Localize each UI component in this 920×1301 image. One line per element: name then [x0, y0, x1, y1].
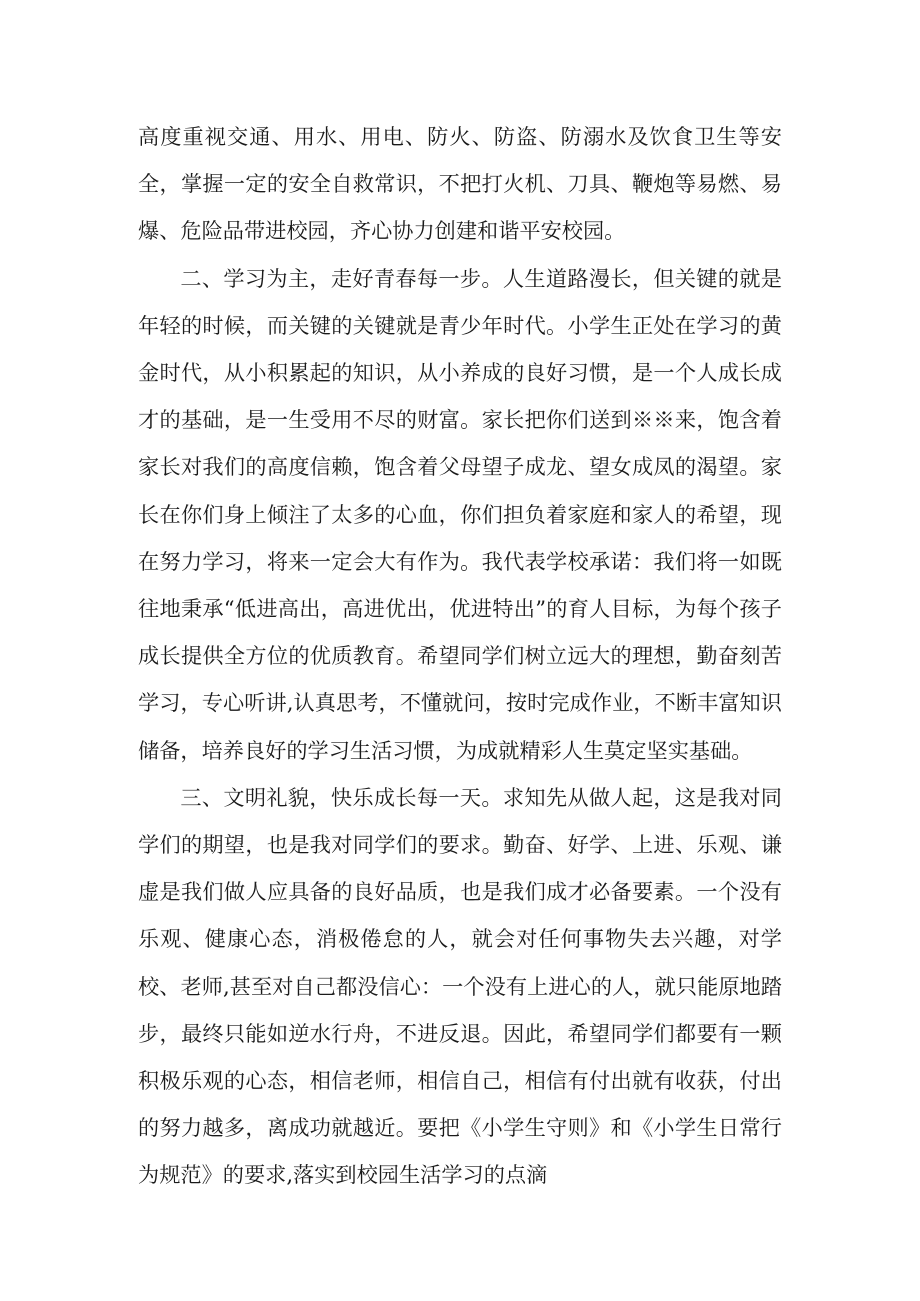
document-body	[138, 113, 782, 1199]
paragraph-civility: 三、文明礼貌，快乐成长每一天。求知先从做人起，这是我对同学们的期望，也是我对同学们的要求。勤奋、好学、上进、乐观、谦虚是我们做人应具备的良好品质，也是我们成才必备要素。一个没有乐观、健康心态，消极倦怠的人，就会对任何事物失去兴趣，对学校、老师,甚至对自己都没信心：一个没有上进心的人，就只能原地踏步，最终只能如逆水行舟，不进反退。因此，希望同学们都要有一颗积极乐观的心态，相信老师，相信自己，相信有付出就有收获，付出的努力越多，离成功就越近。要把《小学生守则》和《小学生日常行为规范》的要求,落实到校园生活学习的点滴	[138, 784, 782, 1188]
paragraph-safety-continued: 高度重视交通、用水、用电、防火、防盗、防溺水及饮食卫生等安全，掌握一定的安全自救常识，不把打火机、刀具、鞭炮等易燃、易爆、危险品带进校园，齐心协力创建和谐平安校园。	[138, 124, 782, 244]
paragraph-study-first: 二、学习为主，走好青春每一步。人生道路漫长，但关键的就是年轻的时候，而关键的关键就是青少年时代。小学生正处在学习的黄金时代，从小积累起的知识，从小养成的良好习惯，是一个人成长成才的基础，是一生受用不尽的财富。家长把你们送到※※来，饱含着家长对我们的高度信赖，饱含着父母望子成龙、望女成凤的渴望。家长在你们身上倾注了太多的心血，你们担负着家庭和家人的希望，现在努力学习，将来一定会大有作为。我代表学校承诺：我们将一如既往地秉承“低进高出，高进优出，优进特出”的育人目标，为每个孩子成长提供全方位的优质教育。希望同学们树立远大的理想，勤奋刻苦学习，专心听讲,认真思考，不懂就问，按时完成作业，不断丰富知识储备，培养良好的学习生活习惯，为成就精彩人生莫定坚实基础。	[138, 265, 782, 763]
